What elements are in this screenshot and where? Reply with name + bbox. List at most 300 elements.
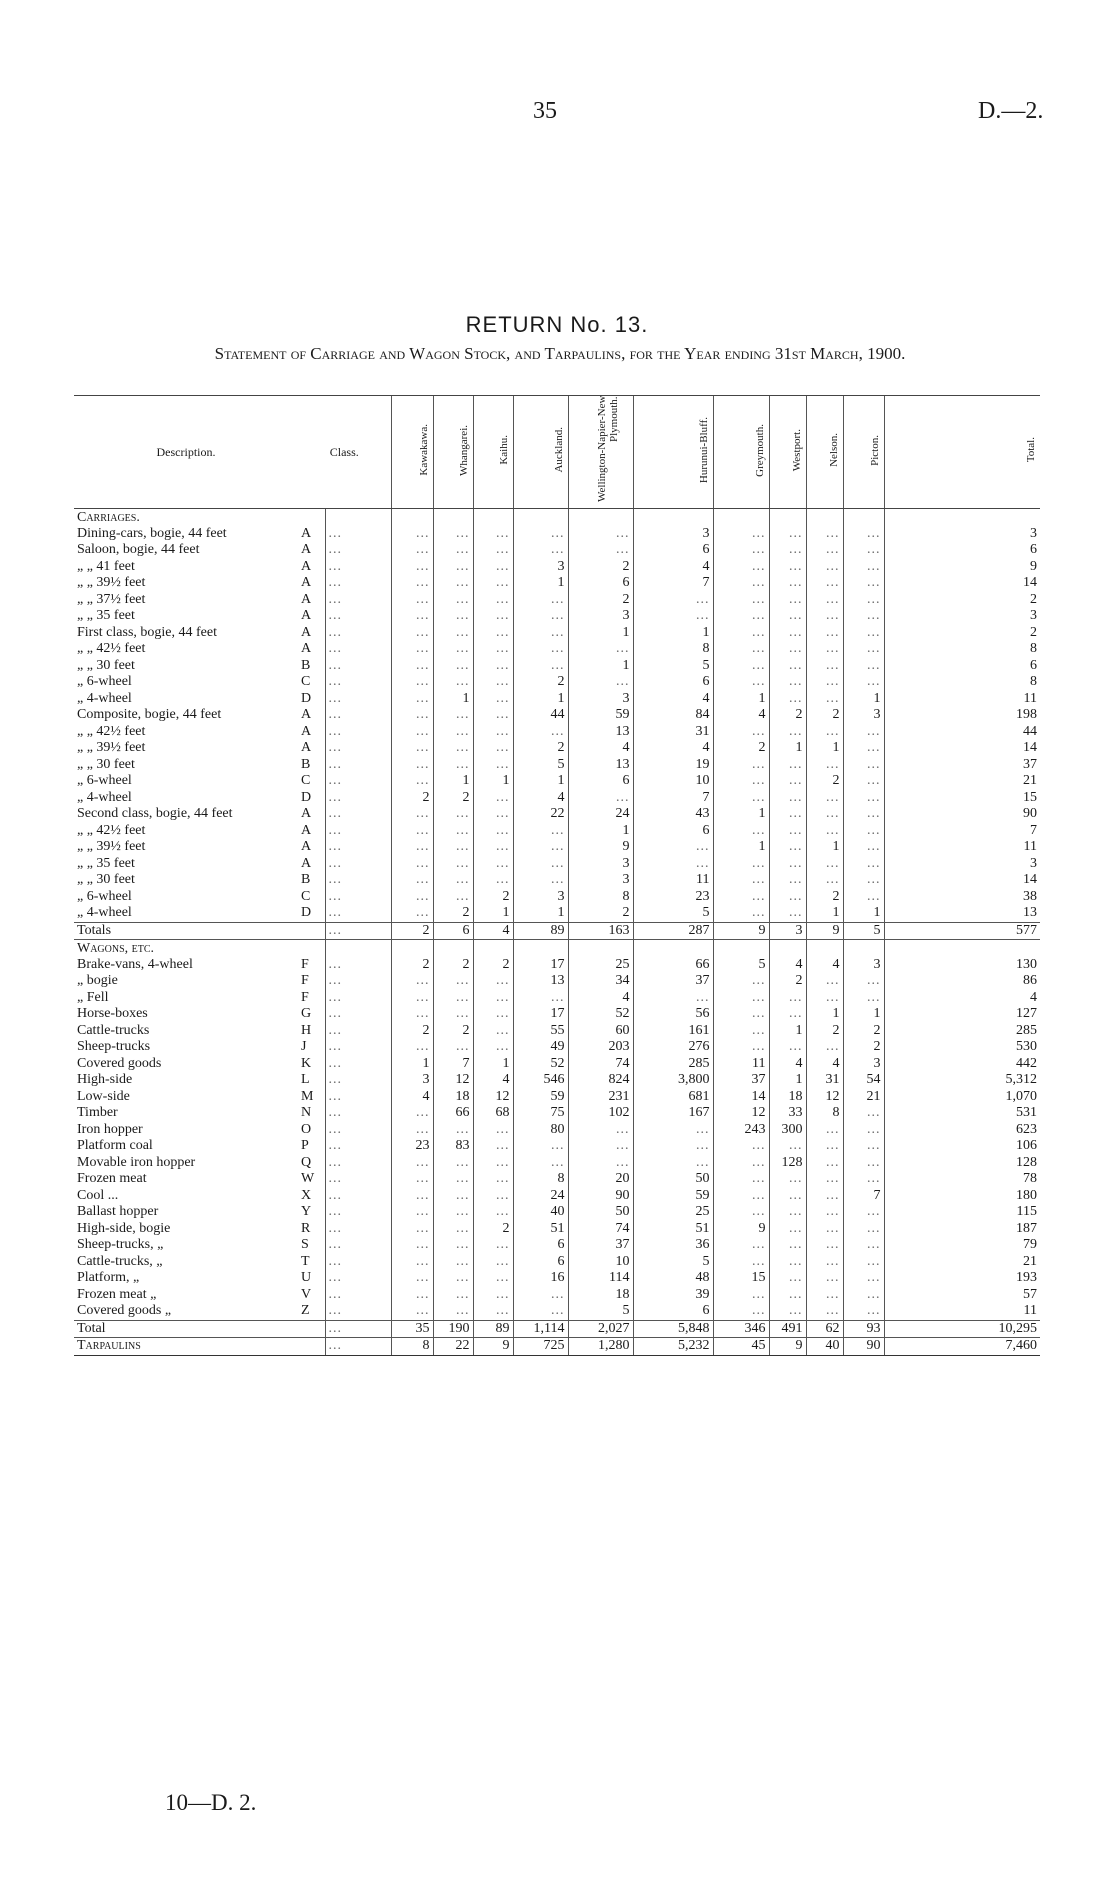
total-cell: 2	[391, 922, 433, 940]
leader-dots: ...	[568, 790, 633, 807]
leader-dots: ...	[713, 1237, 769, 1254]
row-class: U	[301, 1270, 312, 1286]
leader-dots: ...	[325, 1303, 391, 1320]
total-cell: 35	[391, 1320, 433, 1338]
row-description: „ „ 37½ feet	[77, 591, 146, 607]
leader-dots: ...	[843, 1237, 884, 1254]
row-class: T	[301, 1253, 310, 1269]
row-class: C	[301, 888, 311, 904]
value-cell: 8	[884, 641, 1040, 658]
value-cell: 8	[806, 1105, 843, 1122]
value-cell: 3	[884, 856, 1040, 873]
leader-dots: ...	[769, 872, 806, 889]
leader-dots: ...	[473, 1138, 513, 1155]
leader-dots: ...	[391, 608, 433, 625]
value-cell: 6	[513, 1237, 568, 1254]
value-cell: 51	[633, 1221, 713, 1238]
row-description: „ „ 35 feet	[77, 608, 135, 624]
leader-dots: ...	[473, 1171, 513, 1188]
value-cell: 203	[568, 1039, 633, 1056]
leader-dots: ...	[325, 957, 391, 974]
leader-dots: ...	[769, 1039, 806, 1056]
row-description: High-side, bogie	[77, 1220, 171, 1236]
leader-dots: ...	[713, 990, 769, 1007]
row-class: V	[301, 1286, 312, 1302]
leader-dots: ...	[568, 1122, 633, 1139]
total-cell: 4	[473, 922, 513, 940]
leader-dots: ...	[473, 674, 513, 691]
value-cell: 6	[884, 658, 1040, 675]
value-cell: 86	[884, 973, 1040, 990]
value-cell: 2	[806, 707, 843, 724]
leader-dots: ...	[843, 526, 884, 543]
row-class: A	[301, 855, 312, 871]
leader-dots: ...	[391, 773, 433, 790]
value-cell: 9	[884, 559, 1040, 576]
leader-dots: ...	[473, 839, 513, 856]
table-row	[74, 1188, 1040, 1205]
value-cell: 243	[713, 1122, 769, 1139]
table-row	[74, 1072, 1040, 1089]
value-cell: 24	[568, 806, 633, 823]
leader-dots: ...	[769, 1287, 806, 1304]
row-class: A	[301, 641, 312, 657]
row-description: Iron hopper	[77, 1121, 143, 1137]
value-cell: 1	[513, 905, 568, 922]
leader-dots: ...	[325, 856, 391, 873]
spacer	[298, 1320, 325, 1338]
total-cell: 1,280	[568, 1338, 633, 1356]
leader-dots: ...	[806, 1039, 843, 1056]
value-cell: 8	[568, 889, 633, 906]
value-cell: 78	[884, 1171, 1040, 1188]
leader-dots: ...	[473, 707, 513, 724]
row-class: C	[301, 773, 311, 789]
row-class: L	[301, 1072, 310, 1088]
leader-dots: ...	[325, 1254, 391, 1271]
table-row	[74, 905, 1040, 922]
value-cell: 2	[568, 592, 633, 609]
leader-dots: ...	[769, 641, 806, 658]
leader-dots: ...	[433, 625, 473, 642]
leader-dots: ...	[843, 973, 884, 990]
value-cell: 1	[633, 625, 713, 642]
value-cell: 49	[513, 1039, 568, 1056]
leader-dots: ...	[325, 790, 391, 807]
total-cell: 5,232	[633, 1338, 713, 1356]
leader-dots: ...	[769, 1204, 806, 1221]
leader-dots: ...	[806, 973, 843, 990]
row-description: First class, bogie, 44 feet	[77, 624, 217, 640]
total-cell: 89	[473, 1320, 513, 1338]
value-cell: 276	[633, 1039, 713, 1056]
value-cell: 3	[391, 1072, 433, 1089]
leader-dots: ...	[713, 823, 769, 840]
leader-dots: ...	[843, 757, 884, 774]
leader-dots: ...	[713, 889, 769, 906]
value-cell: 37	[884, 757, 1040, 774]
value-cell: 1	[433, 773, 473, 790]
value-cell: 3	[884, 526, 1040, 543]
value-cell: 56	[633, 1006, 713, 1023]
table-row	[74, 542, 1040, 559]
leader-dots: ...	[325, 806, 391, 823]
row-class: A	[301, 591, 312, 607]
leader-dots: ...	[633, 592, 713, 609]
leader-dots: ...	[513, 625, 568, 642]
leader-dots: ...	[713, 1188, 769, 1205]
leader-dots: ...	[769, 1006, 806, 1023]
leader-dots: ...	[391, 1105, 433, 1122]
value-cell: 6	[633, 542, 713, 559]
row-class: W	[301, 1171, 315, 1187]
leader-dots: ...	[806, 1138, 843, 1155]
value-cell: 37	[568, 1237, 633, 1254]
total-cell: 346	[713, 1320, 769, 1338]
row-class: A	[301, 525, 312, 541]
value-cell: 193	[884, 1270, 1040, 1287]
value-cell: 2	[713, 740, 769, 757]
value-cell: 39	[633, 1287, 713, 1304]
value-cell: 18	[568, 1287, 633, 1304]
leader-dots: ...	[433, 1039, 473, 1056]
row-class: A	[301, 822, 312, 838]
value-cell: 3	[568, 608, 633, 625]
value-cell: 90	[568, 1188, 633, 1205]
leader-dots: ...	[391, 1204, 433, 1221]
value-cell: 1	[568, 823, 633, 840]
leader-dots: ...	[391, 542, 433, 559]
leader-dots: ...	[843, 1270, 884, 1287]
row-class: D	[301, 690, 312, 706]
value-cell: 2	[433, 1023, 473, 1040]
table-row	[74, 1287, 1040, 1304]
leader-dots: ...	[433, 1155, 473, 1172]
leader-dots: ...	[325, 542, 391, 559]
value-cell: 127	[884, 1006, 1040, 1023]
value-cell: 285	[633, 1056, 713, 1073]
leader-dots: ...	[513, 641, 568, 658]
value-cell: 4	[633, 559, 713, 576]
value-cell: 1	[806, 905, 843, 922]
leader-dots: ...	[843, 1105, 884, 1122]
leader-dots: ...	[713, 1204, 769, 1221]
leader-dots: ...	[325, 1138, 391, 1155]
leader-dots: ...	[473, 790, 513, 807]
value-cell: 14	[713, 1089, 769, 1106]
value-cell: 83	[433, 1138, 473, 1155]
value-cell: 4	[568, 740, 633, 757]
leader-dots: ...	[325, 1171, 391, 1188]
leader-dots: ...	[433, 542, 473, 559]
leader-dots: ...	[713, 773, 769, 790]
value-cell: 2	[806, 773, 843, 790]
value-cell: 4	[769, 957, 806, 974]
leader-dots: ...	[713, 559, 769, 576]
leader-dots: ...	[433, 592, 473, 609]
row-description: Platform coal	[77, 1138, 153, 1154]
table-row	[74, 990, 1040, 1007]
carriages-heading: Carriages.	[77, 509, 140, 525]
leader-dots: ...	[391, 1155, 433, 1172]
leader-dots: ...	[325, 905, 391, 922]
leader-dots: ...	[843, 1287, 884, 1304]
leader-dots: ...	[473, 1023, 513, 1040]
total-cell: 7,460	[884, 1338, 1040, 1356]
page-number: 35	[533, 98, 557, 124]
leader-dots: ...	[325, 1122, 391, 1139]
leader-dots: ...	[391, 641, 433, 658]
table-row	[74, 658, 1040, 675]
leader-dots: ...	[391, 658, 433, 675]
leader-dots: ...	[473, 1122, 513, 1139]
value-cell: 231	[568, 1089, 633, 1106]
value-cell: 6	[568, 773, 633, 790]
leader-dots: ...	[391, 757, 433, 774]
leader-dots: ...	[325, 674, 391, 691]
leader-dots: ...	[806, 1122, 843, 1139]
row-description: Dining-cars, bogie, 44 feet	[77, 525, 227, 541]
value-cell: 52	[513, 1056, 568, 1073]
total-cell: 5	[843, 922, 884, 940]
leader-dots: ...	[713, 1303, 769, 1320]
leader-dots: ...	[769, 790, 806, 807]
value-cell: 9	[713, 1221, 769, 1238]
leader-dots: ...	[713, 856, 769, 873]
total-cell: 93	[843, 1320, 884, 1338]
leader-dots: ...	[806, 592, 843, 609]
value-cell: 23	[633, 889, 713, 906]
row-description: Covered goods	[77, 1055, 162, 1071]
col-header: Whangarei.	[433, 396, 473, 509]
leader-dots: ...	[325, 1089, 391, 1106]
value-cell: 31	[806, 1072, 843, 1089]
leader-dots: ...	[391, 1270, 433, 1287]
value-cell: 2	[391, 1023, 433, 1040]
leader-dots: ...	[391, 806, 433, 823]
value-cell: 7	[843, 1188, 884, 1205]
row-description: Brake-vans, 4-wheel	[77, 956, 193, 972]
value-cell: 4	[806, 957, 843, 974]
leader-dots: ...	[473, 1006, 513, 1023]
leader-dots: ...	[713, 526, 769, 543]
value-cell: 7	[633, 790, 713, 807]
leader-dots: ...	[391, 1287, 433, 1304]
value-cell: 13	[884, 905, 1040, 922]
leader-dots: ...	[325, 526, 391, 543]
leader-dots: ...	[433, 1188, 473, 1205]
leader-dots: ...	[806, 757, 843, 774]
leader-dots: ...	[473, 575, 513, 592]
tarpaulins-row-label: Tarpaulins	[74, 1338, 298, 1356]
total-cell: 3	[769, 922, 806, 940]
total-cell: 190	[433, 1320, 473, 1338]
total-cell: 10,295	[884, 1320, 1040, 1338]
leader-dots: ...	[713, 641, 769, 658]
value-cell: 2	[433, 790, 473, 807]
total-cell: 6	[433, 922, 473, 940]
value-cell: 161	[633, 1023, 713, 1040]
value-cell: 6	[633, 823, 713, 840]
leader-dots: ...	[513, 856, 568, 873]
value-cell: 2	[473, 889, 513, 906]
leader-dots: ...	[391, 625, 433, 642]
leader-dots: ...	[806, 1221, 843, 1238]
leader-dots: ...	[769, 856, 806, 873]
leader-dots: ...	[325, 625, 391, 642]
leader-dots: ...	[806, 1237, 843, 1254]
value-cell: 300	[769, 1122, 806, 1139]
leader-dots: ...	[633, 1138, 713, 1155]
value-cell: 10	[568, 1254, 633, 1271]
leader-dots: ...	[473, 1254, 513, 1271]
leader-dots: ...	[433, 1006, 473, 1023]
leader-dots: ...	[769, 542, 806, 559]
value-cell: 48	[633, 1270, 713, 1287]
leader-dots: ...	[843, 889, 884, 906]
leader-dots: ...	[713, 542, 769, 559]
leader-dots: ...	[325, 1320, 391, 1338]
leader-dots: ...	[433, 1254, 473, 1271]
leader-dots: ...	[843, 1204, 884, 1221]
col-header: Auckland.	[513, 396, 568, 509]
row-description: „ „ 39½ feet	[77, 740, 146, 756]
leader-dots: ...	[769, 1221, 806, 1238]
value-cell: 37	[633, 973, 713, 990]
leader-dots: ...	[325, 872, 391, 889]
row-class: F	[301, 989, 309, 1005]
row-class: Y	[301, 1204, 312, 1220]
row-description: Ballast hopper	[77, 1204, 159, 1220]
value-cell: 4	[633, 691, 713, 708]
leader-dots: ...	[713, 1287, 769, 1304]
row-class: A	[301, 839, 312, 855]
leader-dots: ...	[473, 823, 513, 840]
leader-dots: ...	[433, 608, 473, 625]
section-heading-row	[74, 940, 1040, 957]
leader-dots: ...	[769, 724, 806, 741]
leader-dots: ...	[473, 1303, 513, 1320]
leader-dots: ...	[325, 658, 391, 675]
leader-dots: ...	[843, 823, 884, 840]
row-description: Low-side	[77, 1088, 130, 1104]
leader-dots: ...	[769, 990, 806, 1007]
value-cell: 1	[769, 740, 806, 757]
value-cell: 9	[568, 839, 633, 856]
value-cell: 19	[633, 757, 713, 774]
total-cell: 725	[513, 1338, 568, 1356]
leader-dots: ...	[325, 839, 391, 856]
row-description: Composite, bogie, 44 feet	[77, 707, 222, 723]
leader-dots: ...	[325, 1006, 391, 1023]
row-description: „ 6-wheel	[77, 888, 132, 904]
leader-dots: ...	[769, 1171, 806, 1188]
leader-dots: ...	[769, 806, 806, 823]
row-description: „ 4-wheel	[77, 905, 132, 921]
leader-dots: ...	[843, 542, 884, 559]
leader-dots: ...	[473, 641, 513, 658]
value-cell: 21	[884, 773, 1040, 790]
value-cell: 3	[513, 559, 568, 576]
value-cell: 1	[806, 740, 843, 757]
value-cell: 2	[806, 1023, 843, 1040]
total-cell: 62	[806, 1320, 843, 1338]
leader-dots: ...	[391, 740, 433, 757]
value-cell: 38	[884, 889, 1040, 906]
leader-dots: ...	[325, 1221, 391, 1238]
total-cell: 1,114	[513, 1320, 568, 1338]
leader-dots: ...	[713, 1254, 769, 1271]
table-row	[74, 674, 1040, 691]
table-row	[74, 1006, 1040, 1023]
row-class: O	[301, 1121, 312, 1137]
value-cell: 1	[568, 658, 633, 675]
row-description: Frozen meat	[77, 1171, 147, 1187]
table-row	[74, 641, 1040, 658]
value-cell: 4	[473, 1072, 513, 1089]
leader-dots: ...	[513, 1138, 568, 1155]
row-class: K	[301, 1055, 312, 1071]
leader-dots: ...	[325, 1338, 391, 1356]
table-row	[74, 592, 1040, 609]
value-cell: 106	[884, 1138, 1040, 1155]
row-class: N	[301, 1105, 312, 1121]
col-header: Nelson.	[806, 396, 843, 509]
row-description: High-side	[77, 1072, 133, 1088]
value-cell: 6	[513, 1254, 568, 1271]
value-cell: 23	[391, 1138, 433, 1155]
leader-dots: ...	[806, 806, 843, 823]
leader-dots: ...	[325, 1287, 391, 1304]
leader-dots: ...	[473, 691, 513, 708]
leader-dots: ...	[843, 1155, 884, 1172]
leader-dots: ...	[473, 1039, 513, 1056]
leader-dots: ...	[806, 674, 843, 691]
leader-dots: ...	[843, 608, 884, 625]
value-cell: 1	[513, 575, 568, 592]
value-cell: 31	[633, 724, 713, 741]
leader-dots: ...	[513, 1287, 568, 1304]
leader-dots: ...	[568, 542, 633, 559]
value-cell: 2	[473, 957, 513, 974]
value-cell: 13	[568, 757, 633, 774]
leader-dots: ...	[806, 724, 843, 741]
col-header: Hurunui-Bluff.	[633, 396, 713, 509]
leader-dots: ...	[391, 1039, 433, 1056]
row-description: „ bogie	[77, 973, 118, 989]
value-cell: 34	[568, 973, 633, 990]
leader-dots: ...	[769, 1237, 806, 1254]
value-cell: 3	[843, 1056, 884, 1073]
leader-dots: ...	[473, 724, 513, 741]
leader-dots: ...	[769, 823, 806, 840]
total-cell: 9	[713, 922, 769, 940]
leader-dots: ...	[843, 856, 884, 873]
leader-dots: ...	[713, 575, 769, 592]
value-cell: 4	[513, 790, 568, 807]
table-row	[74, 1155, 1040, 1172]
leader-dots: ...	[806, 790, 843, 807]
leader-dots: ...	[473, 526, 513, 543]
value-cell: 60	[568, 1023, 633, 1040]
row-class: A	[301, 624, 312, 640]
header-row	[74, 396, 1040, 509]
value-cell: 1	[806, 839, 843, 856]
leader-dots: ...	[473, 806, 513, 823]
leader-dots: ...	[325, 889, 391, 906]
leader-dots: ...	[806, 658, 843, 675]
leader-dots: ...	[713, 724, 769, 741]
